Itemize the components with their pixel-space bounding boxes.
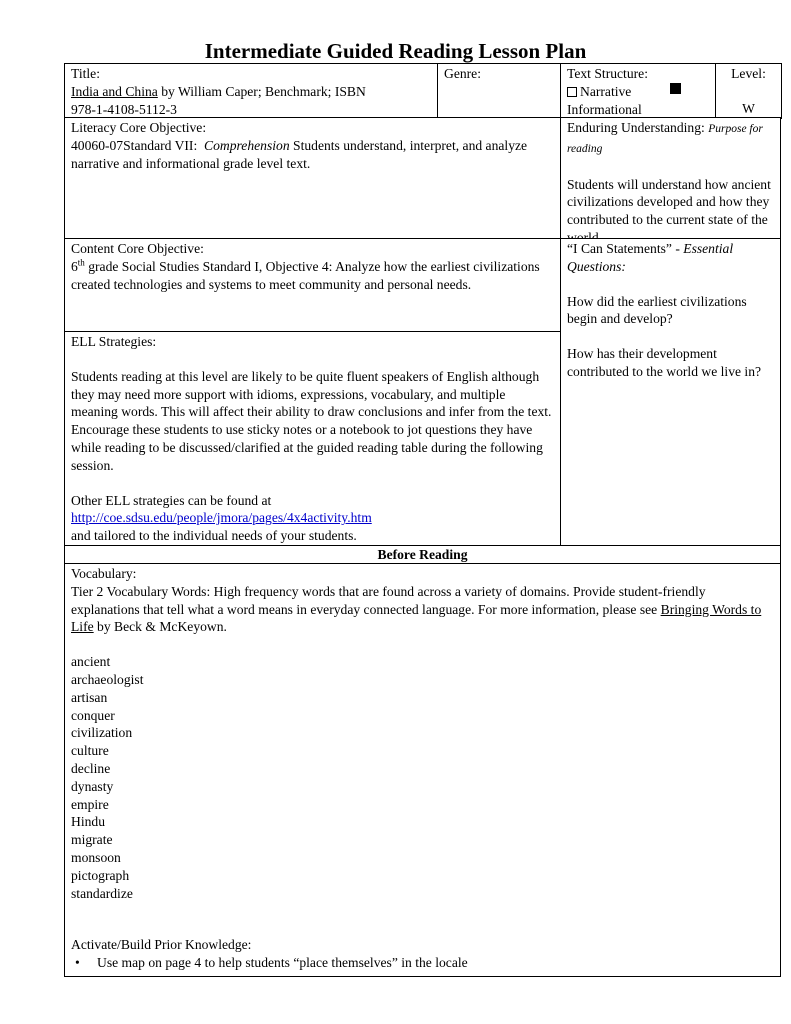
question-2: How has their development contributed to the world we live in?	[567, 346, 762, 379]
book-title-line	[71, 83, 431, 101]
vocabulary-list	[71, 653, 774, 902]
level-label: Level:	[731, 66, 766, 81]
ell-paragraph: Students reading at this level are likely to be quite fluent speakers of English although they may need more support with idioms, expressions, vocabulary, and multiple meaning words. This will affect their ability to draw conclusions and infer from the text. Encourage these students to use sticky notes or a notebook to jot questions they have while reading to be discussed/clarified at the guided reading table during the following session.	[71, 368, 552, 473]
content-text	[71, 258, 554, 294]
genre-cell	[438, 64, 561, 119]
isbn: 978-1-4108-5112-3	[71, 101, 177, 117]
literacy-standard: 40060-07Standard VII:	[71, 137, 198, 153]
ican-label: “I Can Statements” -	[567, 241, 684, 256]
book-reference: Bringing Words to Life	[71, 601, 762, 635]
vocabulary-word: ancient	[71, 654, 111, 670]
essential-questions-label: Essential Questions:	[567, 241, 734, 274]
comprehension-label: Comprehension	[204, 137, 290, 153]
vocabulary-word: artisan	[71, 689, 108, 705]
book-title: India and China	[71, 83, 158, 99]
vocabulary-word: empire	[71, 796, 109, 812]
vocabulary-word: pictograph	[71, 867, 130, 883]
page-title: Intermediate Guided Reading Lesson Plan	[204, 39, 587, 63]
title-cell	[65, 64, 438, 119]
content-body: grade Social Studies Standard I, Objective 4: Analyze how the earliest civilizations created technologies and systems to meet community and personal needs.	[71, 258, 540, 292]
literacy-objective-box	[64, 117, 561, 239]
vocabulary-word: monsoon	[71, 849, 121, 865]
genre-label: Genre:	[444, 66, 481, 81]
narrative-label: Narrative	[580, 83, 632, 99]
vocabulary-word: Hindu	[71, 814, 105, 830]
ell-strategies-box	[64, 331, 561, 546]
vocabulary-label: Vocabulary:	[71, 566, 137, 581]
content-label: Content Core Objective:	[71, 241, 204, 256]
enduring-heading	[567, 119, 774, 159]
grade-suffix: th	[77, 257, 85, 268]
vocabulary-word: civilization	[71, 725, 133, 741]
before-reading-box	[64, 563, 781, 977]
enduring-text: Students will understand how ancient civilizations developed and how they contributed to the current state of the	[567, 176, 771, 228]
ell-other: Other ELL strategies can be found at	[71, 492, 272, 508]
text-structure-label: Text Structure:	[567, 66, 648, 81]
title-label: Title:	[71, 66, 100, 81]
ell-tailored: and tailored to the individual needs of your students.	[71, 528, 357, 544]
vocabulary-word: migrate	[71, 832, 113, 848]
before-reading-heading: Before Reading	[64, 545, 781, 564]
book-info: by William Caper; Benchmark; ISBN	[157, 83, 366, 99]
vocabulary-word: archaeologist	[71, 671, 144, 687]
level-cell	[716, 64, 782, 119]
purpose-label: Purpose for reading	[567, 123, 763, 155]
level-value: W	[742, 100, 755, 116]
content-objective-box	[64, 238, 561, 332]
bullet-icon: •	[75, 955, 80, 971]
vocabulary-word: conquer	[71, 707, 115, 723]
informational-label: Informational	[567, 101, 642, 117]
activate-bullet-text: Use map on page 4 to help students “place themselves” in the locale	[97, 955, 468, 971]
tier-2-text: Tier 2 Vocabulary Words: High frequency words that are found across a variety of domains. Provide student-friendly explanations that tell what a word means in everyday connected language. For more information, please see	[71, 583, 706, 617]
enduring-label: Enduring Understanding:	[567, 120, 705, 135]
literacy-label: Literacy Core Objective:	[71, 120, 207, 135]
book-reference-author: by Beck & McKeyown.	[93, 619, 227, 635]
vocabulary-word: culture	[71, 743, 109, 759]
ell-label: ELL Strategies:	[71, 334, 157, 349]
narrative-checkbox[interactable]	[567, 87, 577, 97]
enduring-understanding-box	[560, 117, 781, 239]
vocabulary-word: decline	[71, 760, 111, 776]
header-row	[65, 64, 782, 119]
grade-number: 6	[71, 258, 78, 274]
tier-2-description	[71, 583, 774, 636]
list-item	[71, 954, 774, 972]
question-1: How did the earliest civilizations begin and develop?	[567, 293, 747, 327]
text-structure-cell	[561, 64, 716, 119]
vocabulary-word: standardize	[71, 885, 133, 901]
literacy-text	[71, 137, 554, 173]
ell-strategies-link[interactable]: http://coe.sdsu.edu/people/jmora/pages/4x4activity.htm	[71, 510, 372, 526]
vocabulary-word: dynasty	[71, 778, 114, 794]
ican-heading	[567, 240, 774, 276]
narrative-option	[567, 83, 709, 101]
i-can-statements-box	[560, 238, 781, 546]
literacy-body: Students understand, interpret, and analyze narrative and informational grade level text.	[71, 137, 528, 171]
activate-label: Activate/Build Prior Knowledge:	[71, 937, 252, 953]
